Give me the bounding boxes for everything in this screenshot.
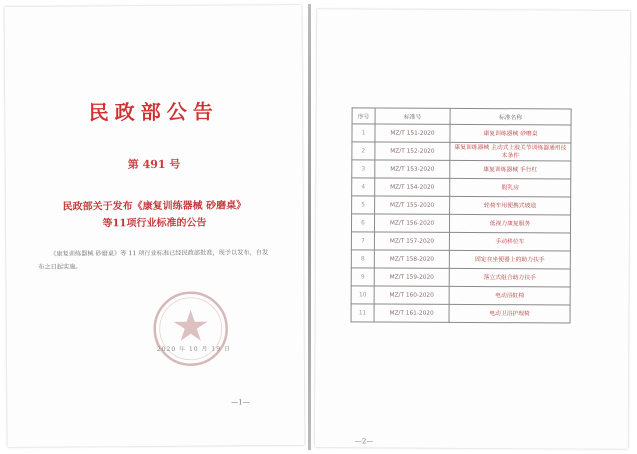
table-row xyxy=(352,178,571,197)
row-index: 7 xyxy=(351,232,374,250)
column-header-code: 标准号 xyxy=(375,108,450,124)
row-standard-name: 假乳房 xyxy=(450,178,571,197)
row-standard-name: 康复训练器械 砂磨桌 xyxy=(450,124,571,143)
row-index: 4 xyxy=(352,178,375,196)
table-row xyxy=(351,250,570,269)
row-standard-code: MZ/T 155-2020 xyxy=(375,196,450,214)
table-row xyxy=(351,286,570,305)
row-index: 10 xyxy=(351,286,374,304)
row-standard-name: 康复训练器械 手行杠 xyxy=(450,160,571,179)
column-header-name: 标准名称 xyxy=(450,108,571,125)
announcement-title: 民政部公告 xyxy=(88,99,219,125)
row-standard-code: MZ/T 159-2020 xyxy=(374,268,449,286)
row-index: 6 xyxy=(351,214,374,232)
book-spine xyxy=(308,4,311,450)
row-standard-code: MZ/T 157-2020 xyxy=(374,232,449,250)
row-standard-name: 手动移位车 xyxy=(449,232,570,251)
row-standard-code: MZ/T 160-2020 xyxy=(374,286,449,304)
page-number-right: —2— xyxy=(354,437,374,446)
row-standard-code: MZ/T 153-2020 xyxy=(375,160,450,178)
row-standard-name: 康复训练器械 主动式上肢关节训练器通用技术条件 xyxy=(450,142,571,161)
row-index: 5 xyxy=(352,196,375,214)
table-row xyxy=(351,232,570,251)
announcement-number: 第 491 号 xyxy=(127,157,181,172)
heading-line-1: 民政部关于发布《康复训练器械 砂磨桌》 xyxy=(62,200,247,213)
row-standard-code: MZ/T 154-2020 xyxy=(375,178,450,196)
heading-line-2: 等11项行业标准的公告 xyxy=(102,217,207,230)
row-index: 1 xyxy=(352,124,375,142)
row-standard-code: MZ/T 161-2020 xyxy=(374,304,449,322)
row-index: 9 xyxy=(351,268,374,286)
announcement-body: 《康复训练器械 砂磨桌》等 11 项行业标准已经民政部批准，现予以发布，自发布之日起实施。 xyxy=(38,249,269,271)
row-standard-name: 电动浴缸椅 xyxy=(449,286,570,305)
row-index: 2 xyxy=(352,142,375,160)
row-standard-name: 固定在坐便器上的助力扶手 xyxy=(449,250,570,269)
row-standard-name: 轮椅车用便携式坡道 xyxy=(450,196,571,215)
table-row xyxy=(352,196,571,215)
row-standard-code: MZ/T 152-2020 xyxy=(375,142,450,160)
announcement-date: 2020 年 10 月 19 日 xyxy=(156,345,231,353)
row-index: 8 xyxy=(351,250,374,268)
table-row xyxy=(352,124,571,143)
row-standard-name: 低视力康复服务 xyxy=(449,214,570,233)
row-index: 11 xyxy=(351,304,374,322)
table-row xyxy=(351,214,570,233)
row-standard-code: MZ/T 151-2020 xyxy=(375,124,450,142)
row-standard-name: 落立式组合助力扶手 xyxy=(449,268,570,287)
row-standard-name: 电动卫浴护理椅 xyxy=(449,304,570,323)
row-standard-code: MZ/T 156-2020 xyxy=(374,214,449,232)
table-row xyxy=(351,268,570,287)
official-seal-icon xyxy=(149,287,232,370)
standards-table xyxy=(351,107,572,323)
row-standard-code: MZ/T 158-2020 xyxy=(374,250,449,268)
page-number-left: —1— xyxy=(231,398,250,407)
table-row xyxy=(352,142,571,161)
table-row xyxy=(351,304,570,323)
table-header-row xyxy=(352,108,571,125)
left-page xyxy=(4,5,304,447)
row-index: 3 xyxy=(352,160,375,178)
right-page xyxy=(315,9,630,449)
column-header-index: 序号 xyxy=(352,108,375,124)
standards-table-body xyxy=(351,124,571,323)
announcement-heading xyxy=(26,197,283,233)
table-row xyxy=(352,160,571,179)
